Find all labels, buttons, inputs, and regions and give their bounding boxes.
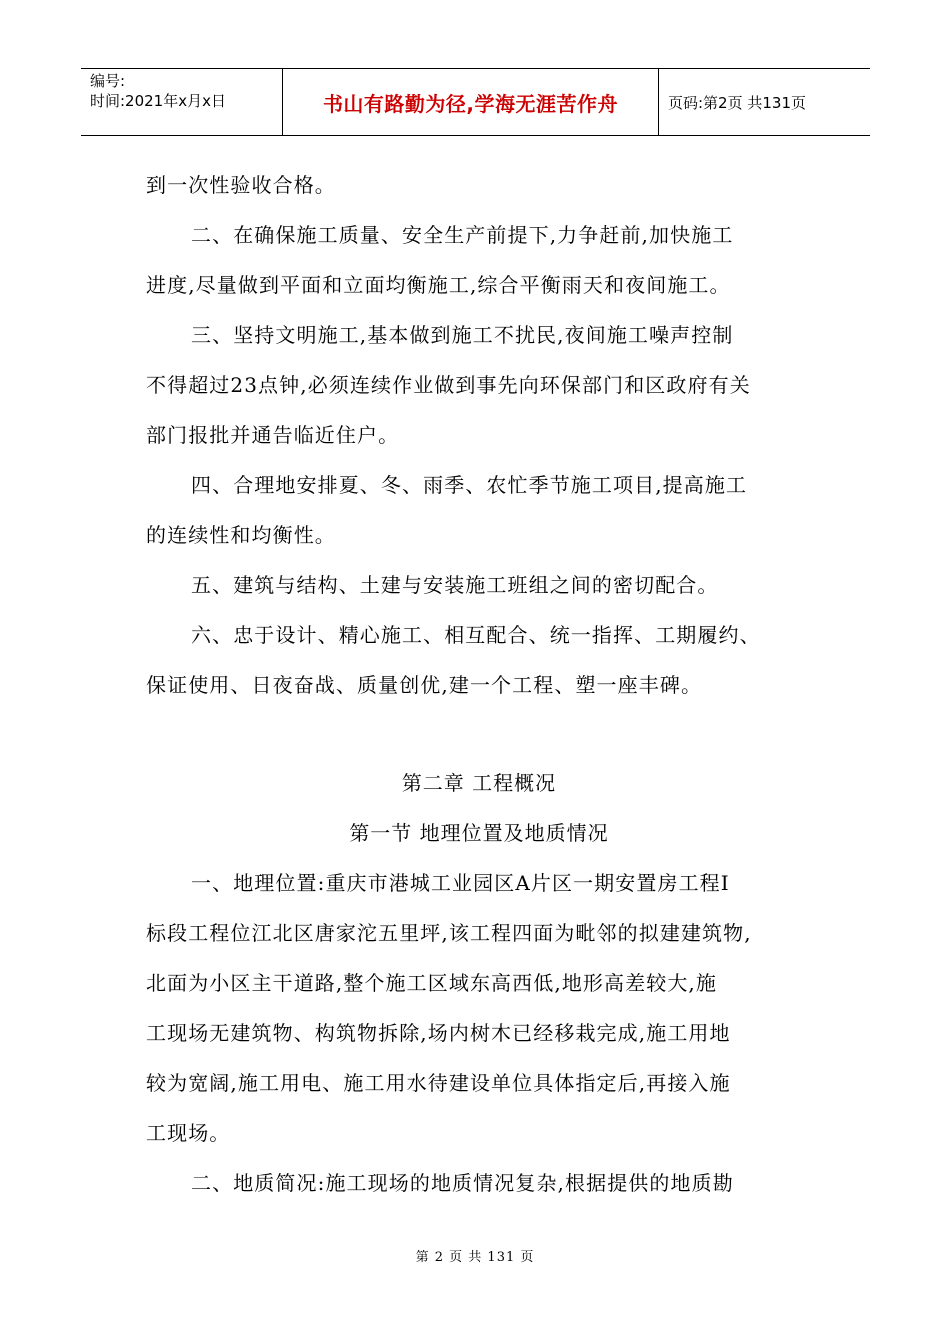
paragraph-line: 不得超过23点钟,必须连续作业做到事先向环保部门和区政府有关 [146,373,751,397]
paragraph-line: 五、建筑与结构、土建与安装施工班组之间的密切配合。 [191,573,719,597]
paragraph-line: 六、忠于设计、精心施工、相互配合、统一指挥、工期履约、 [191,623,761,647]
paragraph-line: 工现场。 [146,1121,231,1145]
paragraph-line: 一、地理位置:重庆市港城工业园区A片区一期安置房工程Ⅰ [191,871,730,895]
paragraph-line: 二、地质简况:施工现场的地质情况复杂,根据提供的地质勘 [191,1171,734,1195]
header-meta-cell [81,69,283,135]
paragraph-line: 的连续性和均衡性。 [146,523,336,547]
section-title: 第一节 地理位置及地质情况 [349,821,609,845]
document-body [146,160,812,1208]
document-time-label: 时间:2021年x月x日 [90,92,226,110]
paragraph-line: 二、在确保施工质量、安全生产前提下,力争赶前,加快施工 [191,223,734,247]
header-page-info: 页码:第2页 共131页 [668,93,806,112]
paragraph-line: 到一次性验收合格。 [146,173,336,197]
paragraph-line: 较为宽阔,施工用电、施工用水待建设单位具体指定后,再接入施 [146,1071,731,1095]
paragraph-line: 四、合理地安排夏、冬、雨季、农忙季节施工项目,提高施工 [191,473,748,497]
paragraph-line: 部门报批并通告临近住户。 [146,423,400,447]
section-gap [146,710,812,758]
chapter-title: 第二章 工程概况 [401,771,557,795]
page-footer: 第 2 页 共 131 页 [415,1250,535,1265]
page-header [81,68,870,136]
paragraph-line: 进度,尽量做到平面和立面均衡施工,综合平衡雨天和夜间施工。 [146,273,731,297]
paragraph-line: 三、坚持文明施工,基本做到施工不扰民,夜间施工噪声控制 [191,323,734,347]
header-motto: 书山有路勤为径,学海无涯苦作舟 [283,69,659,135]
paragraph-line: 保证使用、日夜奋战、质量创优,建一个工程、塑一座丰碑。 [146,673,703,697]
paragraph-line: 工现场无建筑物、构筑物拆除,场内树木已经移栽完成,施工用地 [146,1021,731,1045]
document-number-label: 编号: [90,72,126,90]
paragraph-line: 标段工程位江北区唐家沱五里坪,该工程四面为毗邻的拟建建筑物, [146,921,752,945]
paragraph-line: 北面为小区主干道路,整个施工区域东高西低,地形高差较大,施 [146,971,717,995]
